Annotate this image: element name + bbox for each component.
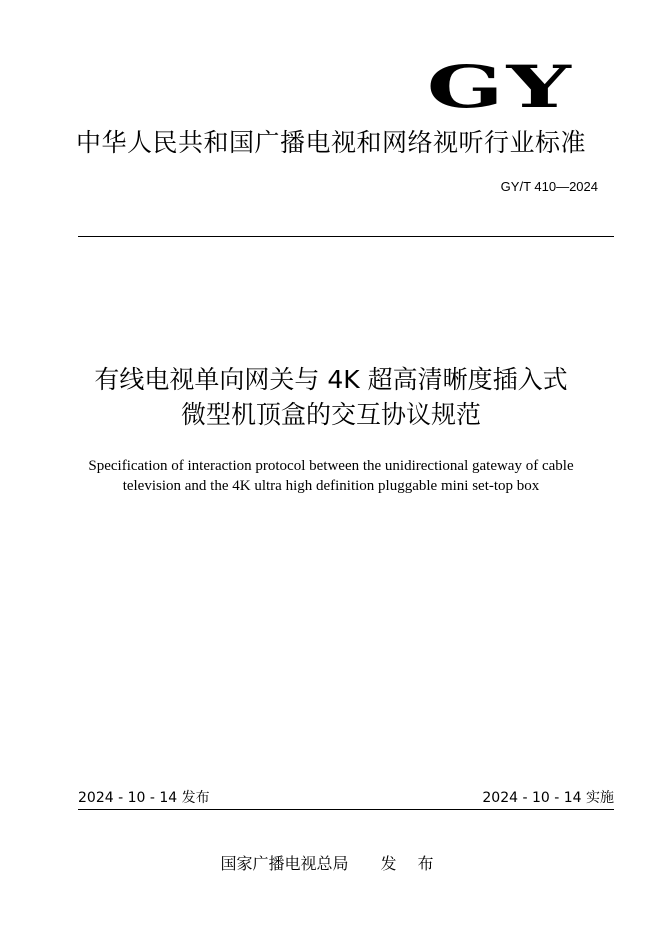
bottom-divider — [78, 809, 614, 810]
chinese-title-line-1: 有线电视单向网关与 4K 超高清晰度插入式 — [94, 365, 568, 394]
gy-logo: GY — [426, 53, 574, 121]
issue-action: 发 布 — [380, 854, 442, 873]
english-title — [0, 456, 662, 496]
chinese-title — [0, 362, 662, 432]
english-title-line-1: Specification of interaction protocol between the unidirectional gateway of cable — [88, 458, 574, 474]
chinese-title-line-2: 微型机顶盒的交互协议规范 — [180, 400, 481, 429]
issuer-name: 国家广播电视总局 — [220, 854, 349, 873]
issuer-line — [0, 853, 662, 875]
implement-date: 2024 - 10 - 14 实施 — [482, 790, 614, 806]
sector-title: 中华人民共和国广播电视和网络视听行业标准 — [75, 128, 586, 157]
standard-number: GY/T 410—2024 — [500, 179, 598, 194]
publish-date: 2024 - 10 - 14 发布 — [78, 790, 210, 806]
top-divider — [78, 236, 614, 237]
english-title-line-2: television and the 4K ultra high definition pluggable mini set-top box — [122, 478, 540, 494]
